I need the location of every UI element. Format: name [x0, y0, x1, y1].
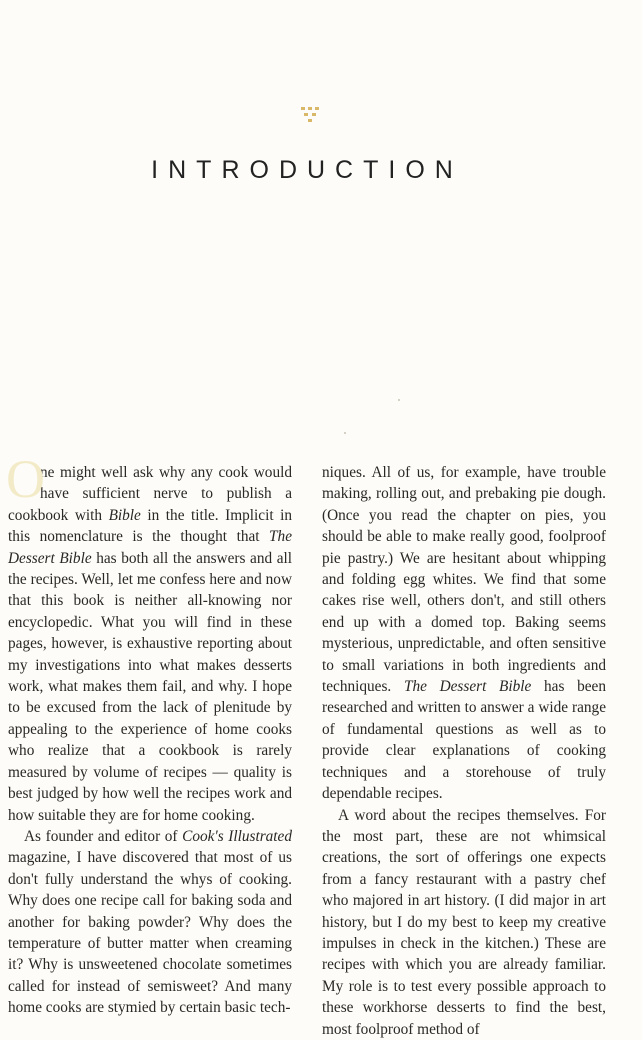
fleuron-ornament-icon [300, 106, 322, 126]
paper-speck [344, 432, 346, 434]
paragraph-text: As founder and editor of [24, 827, 183, 845]
magazine-title-text: Cook's Illustrated [182, 827, 292, 845]
book-title-text: The Dessert Bible [403, 678, 532, 696]
intro-paragraph-2 [8, 826, 292, 1019]
drop-cap-letter: O [6, 449, 45, 509]
right-column [322, 462, 606, 1040]
paragraph-text: ne might well ask why any cook would have sufficient nerve to publish a cookbook with [8, 464, 292, 524]
drop-cap [6, 449, 45, 509]
paragraph-text: niques. All of us, for example, have trouble making, rolling out, and prebaking pie dough. (Once you read the chapter on pies, you should be able to make really good, foolproof pie pastry.) We are hesitant about whipping and folding egg whites. We find that some cakes rise well, others don't, and still others end up with a domed top. Baking seems mysterious, unpredictable, and often sensitive to small variations in both ingredients and techniques. [322, 464, 606, 696]
intro-paragraph-1 [6, 449, 293, 826]
paragraph-text: magazine, I have discovered that most of us don't fully understand the whys of cooking. Why does one recipe call for baking soda and another for baking powder? Why does the temperature of butter matter when creaming it? Why is unsweetened chocolate sometimes called for instead of semisweet? And many home cooks are stymied by certain basic tech- [8, 849, 292, 1017]
paragraph-text: has been researched and written to answer a wide range of fundamental questions as well as to provide clear explanations of cooking techniques and a storehouse of truly dependable recipes. [322, 678, 606, 803]
paragraph-text: has both all the answers and all the recipes. Well, let me confess here and now that this book is neither all-knowing nor encyclopedic. What you will find in these pages, however, is exhaustive reporting about my investigations into what makes desserts work, what makes them fail, and why. I hope to be excused from the lack of plenitude by appealing to the experience of home cooks who realize that a cookbook is rarely measured by volume of recipes — quality is best judged by how well the recipes work and how suitable they are for home cooking. [8, 549, 293, 824]
intro-paragraph-4: A word about the recipes themselves. For the most part, these are not whimsical creations, the sort of offerings one expects from a fancy restaurant with a pastry chef who majored in art history. (I did major in art history, but I do my best to keep my creative impulses in check in the kitchen.) These are recipes with which you are already familiar. My role is to test every possible approach to these workhorse desserts to find the best, most foolproof method of [322, 806, 606, 1038]
paragraph-text: in the title. Implicit in this nomenclature is the thought that [8, 506, 292, 546]
paper-speck [398, 399, 400, 401]
intro-paragraph-3 [322, 462, 606, 805]
book-title-text: The Dessert Bible [8, 528, 292, 567]
page-title: INTRODUCTION [151, 156, 463, 184]
emphasis-text: Bible [108, 506, 141, 524]
left-column [6, 449, 293, 1019]
